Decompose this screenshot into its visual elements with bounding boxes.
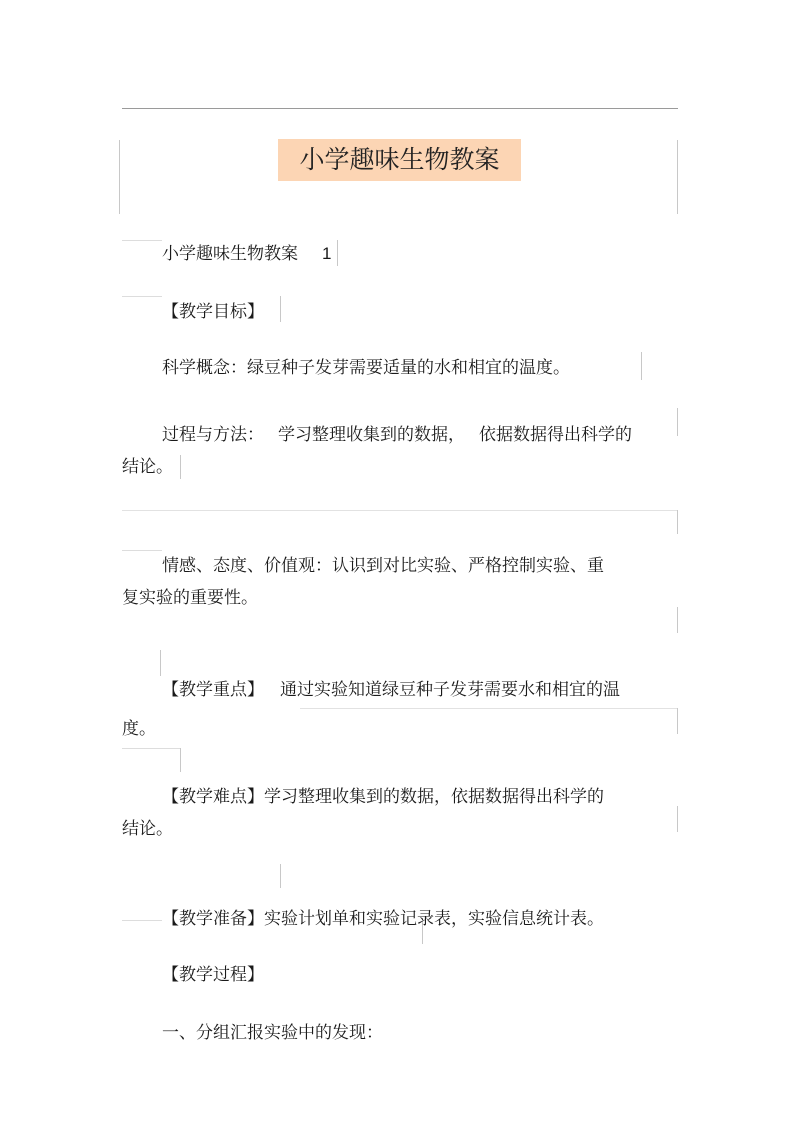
concept-line: 科学概念：绿豆种子发芽需要适量的水和相宜的温度。 — [162, 358, 570, 378]
edge-mark — [677, 708, 678, 734]
key-point-text: 通过实验知道绿豆种子发芽需要水和相宜的温 — [280, 680, 620, 700]
process-line-continued: 结论。 — [122, 457, 173, 477]
edge-mark — [122, 296, 162, 297]
process-label: 过程与方法： — [162, 425, 264, 445]
header-rule — [122, 108, 678, 109]
edge-mark — [300, 708, 678, 709]
process-text-1: 学习整理收集到的数据， — [278, 425, 465, 445]
edge-mark — [677, 140, 678, 214]
edge-mark — [122, 920, 162, 921]
edge-mark — [122, 240, 162, 241]
preparation-line: 【教学准备】实验计划单和实验记录表，实验信息统计表。 — [162, 909, 604, 929]
difficulty-line-continued: 结论。 — [122, 819, 173, 839]
section-heading-1: 一、分组汇报实验中的发现： — [162, 1023, 383, 1043]
edge-mark — [180, 748, 181, 772]
subtitle-line — [162, 243, 331, 265]
edge-mark — [160, 650, 161, 676]
process-line — [162, 424, 632, 446]
subtitle-text: 小学趣味生物教案 — [162, 244, 298, 264]
edge-mark — [180, 455, 181, 479]
process-heading: 【教学过程】 — [162, 965, 264, 985]
key-point-line-continued: 度。 — [122, 719, 156, 739]
objectives-heading: 【教学目标】 — [162, 302, 264, 322]
key-point-label: 【教学重点】 — [162, 680, 264, 700]
edge-mark — [677, 607, 678, 633]
edge-mark — [337, 240, 338, 266]
edge-mark — [677, 806, 678, 832]
edge-mark — [122, 510, 678, 511]
attitude-line: 情感、态度、价值观：认识到对比实验、严格控制实验、重 — [162, 556, 604, 576]
process-text-2: 依据数据得出科学的 — [479, 425, 632, 445]
edge-mark — [119, 140, 120, 214]
page-title: 小学趣味生物教案 — [299, 145, 500, 174]
subtitle-number: 1 — [322, 244, 332, 263]
attitude-line-continued: 复实验的重要性。 — [122, 588, 258, 608]
edge-mark — [641, 352, 642, 380]
difficulty-line: 【教学难点】学习整理收集到的数据，依据数据得出科学的 — [162, 787, 604, 807]
edge-mark — [122, 748, 180, 749]
edge-mark — [280, 296, 281, 322]
edge-mark — [122, 550, 162, 551]
edge-mark — [280, 864, 281, 888]
edge-mark — [677, 408, 678, 436]
key-point-line — [162, 679, 620, 701]
edge-mark — [677, 510, 678, 534]
